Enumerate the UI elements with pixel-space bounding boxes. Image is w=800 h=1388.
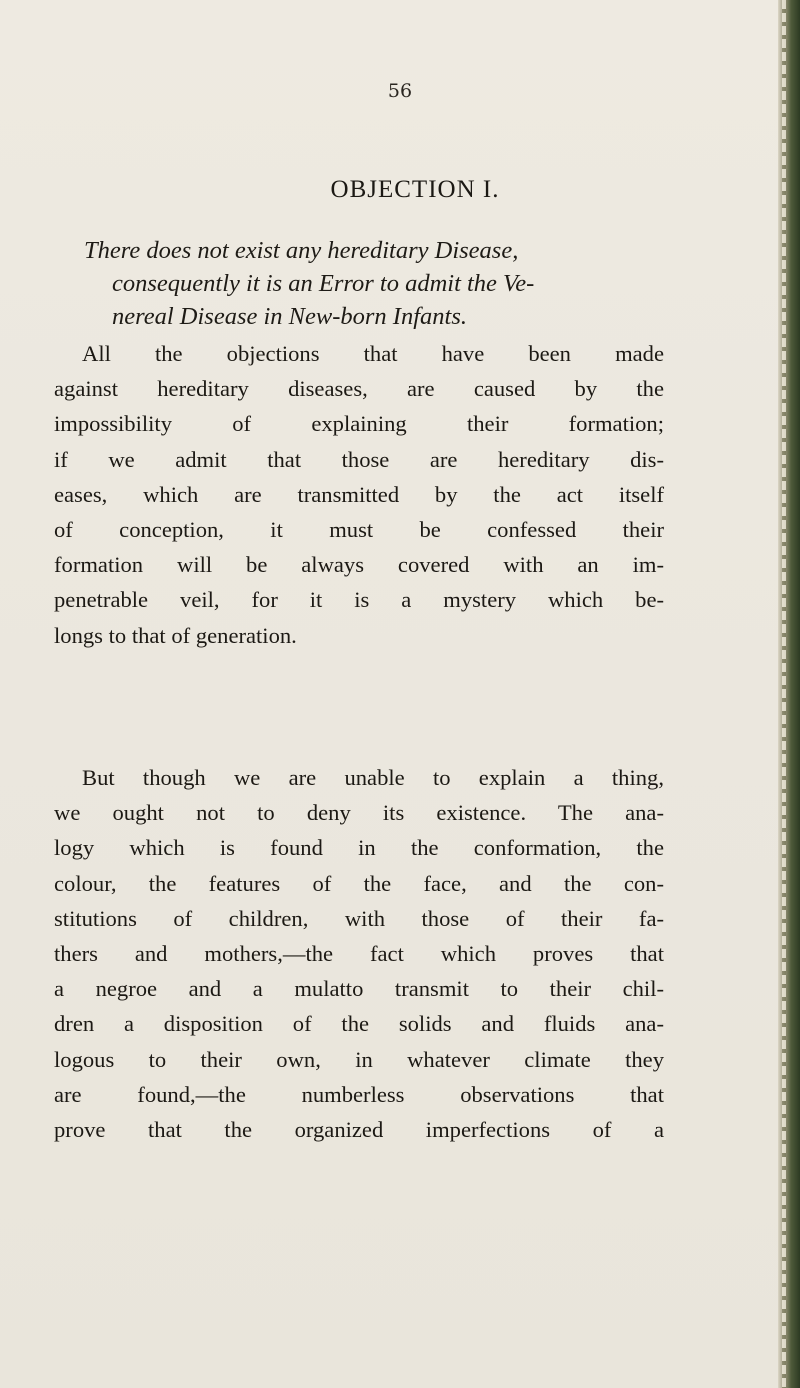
text-line: But though we are unable to explain a thing, [82, 765, 664, 790]
proposition-line: There does not exist any hereditary Disease, [84, 237, 519, 264]
text-line: are found,—the numberless observations that [54, 1081, 664, 1107]
proposition-line: nereal Disease in New-born Infants. [112, 303, 467, 330]
text-line: prove that the organized imperfections of a [54, 1117, 664, 1143]
text-line: of conception, it must be confessed their [54, 517, 664, 543]
proposition-line: consequently it is an Error to admit the Ve- [112, 270, 535, 297]
text-line: stitutions of children, with those of their fa- [54, 905, 664, 931]
text-line: thers and mothers,—the fact which proves that [54, 941, 664, 967]
text-line: All the objections that have been made [82, 341, 664, 366]
binding-edge [778, 0, 800, 1388]
text-line: dren a disposition of the solids and fluids ana- [54, 1011, 664, 1037]
text-line: against hereditary diseases, are caused by the [54, 376, 664, 402]
text-line: colour, the features of the face, and the con- [54, 870, 664, 896]
text-line: longs to that of generation. [54, 622, 297, 648]
text-line: formation will be always covered with an im- [54, 552, 664, 578]
text-line: penetrable veil, for it is a mystery which be- [54, 587, 664, 613]
text-line: logy which is found in the conformation, the [54, 835, 664, 861]
paragraph-2 [54, 760, 664, 1147]
text-line: impossibility of explaining their formation; [54, 411, 664, 437]
text-line: we ought not to deny its existence. The ana- [54, 800, 664, 826]
page-number: 56 [387, 80, 413, 102]
text-line: a negroe and a mulatto transmit to their chil- [54, 976, 664, 1002]
paragraph-1 [54, 336, 664, 653]
text-line: eases, which are transmitted by the act itself [54, 481, 664, 507]
text-line: if we admit that those are hereditary dis- [54, 446, 664, 472]
section-heading: OBJECTION I. [330, 176, 500, 203]
objection-proposition [84, 234, 714, 333]
text-line: logous to their own, in whatever climate they [54, 1046, 664, 1072]
